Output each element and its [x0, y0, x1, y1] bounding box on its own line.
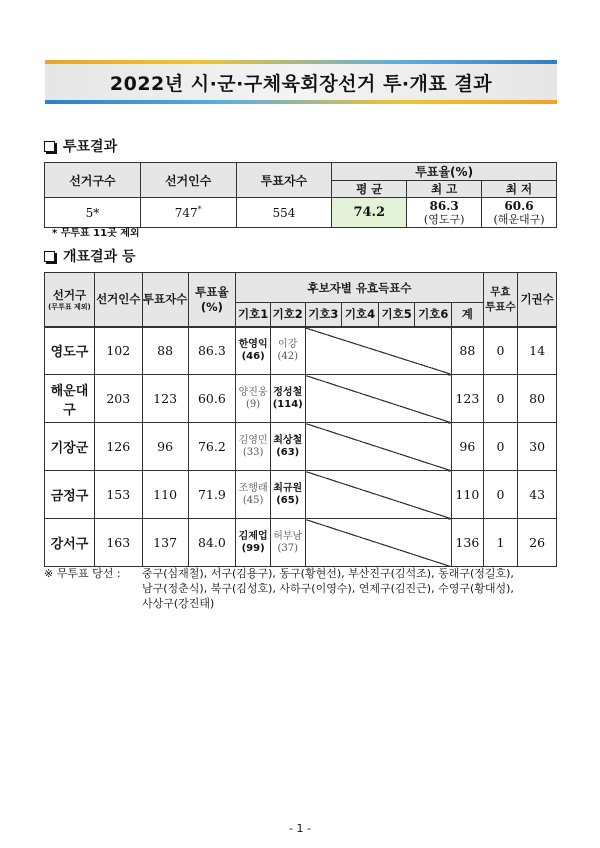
table-row [45, 375, 557, 423]
header-cand1: 기호1 [236, 303, 271, 327]
header-valid-votes: 후보자별 유효득표수 [236, 273, 483, 303]
table-row [45, 519, 557, 567]
candidate1-cell: 조행래 (45) [236, 471, 271, 519]
table-row [45, 423, 557, 471]
abstain-cell: 30 [518, 423, 557, 471]
header-highest: 최 고 [407, 181, 482, 198]
voters-cell: 123 [142, 375, 188, 423]
header-turnout: 투표율(%) [332, 163, 557, 181]
voters-cell: 110 [142, 471, 188, 519]
turnout-cell: 71.9 [188, 471, 236, 519]
value-lowest: 60.6 (해운대구) [482, 198, 557, 228]
page-title: 2022년 시·군·구체육회장선거 투·개표 결과 [109, 72, 493, 95]
district-name: 영도구 [45, 327, 95, 375]
uncontested-line: 남구(정춘식), 북구(김성호), 사하구(이영수), 연제구(김진근), 수영구(황대성), [142, 581, 514, 595]
invalid-cell: 0 [483, 327, 518, 375]
turnout-cell: 86.3 [188, 327, 236, 375]
empty-candidates-cell [305, 471, 452, 519]
header-districts: 선거구수 [45, 163, 141, 198]
header-invalid: 무효 투표수 [483, 273, 518, 327]
value-voters: 554 [236, 198, 332, 228]
checkbox-square-icon [44, 251, 55, 262]
district-name: 강서구 [45, 519, 95, 567]
candidate2-cell: 정성철 (114) [270, 375, 305, 423]
header-district: 선거구 (무투표 제외) [45, 273, 95, 327]
invalid-cell: 0 [483, 375, 518, 423]
candidate1-cell: 김영민 (33) [236, 423, 271, 471]
total-cell: 88 [452, 327, 484, 375]
value-average: 74.2 [332, 198, 407, 228]
empty-candidates-cell [305, 423, 452, 471]
header-abstain: 기권수 [518, 273, 557, 327]
count-results-table [44, 272, 557, 567]
uncontested-note [44, 567, 564, 612]
total-cell: 96 [452, 423, 484, 471]
turnout-summary-table [44, 162, 557, 228]
section2-heading: 개표결과 등 [44, 246, 136, 266]
abstain-cell: 43 [518, 471, 557, 519]
value-districts: 5* [45, 198, 141, 228]
uncontested-label: ※ 무투표 당선 : [44, 567, 121, 580]
header-electors: 선거인수 [94, 273, 142, 327]
header-lowest: 최 저 [482, 181, 557, 198]
voters-cell: 137 [142, 519, 188, 567]
page-number: - 1 - [289, 822, 311, 835]
header-cand5: 기호5 [378, 303, 415, 327]
abstain-cell: 80 [518, 375, 557, 423]
uncontested-line: 중구(심재철), 서구(김용구), 동구(황현선), 부산진구(김석조), 동래구(정길호), [142, 567, 514, 580]
voters-cell: 96 [142, 423, 188, 471]
header-voters: 투표자수 [142, 273, 188, 327]
total-cell: 136 [452, 519, 484, 567]
district-name: 해운대구 [45, 375, 95, 423]
empty-candidates-cell [305, 327, 452, 375]
candidate1-cell: 양진웅 (9) [236, 375, 271, 423]
turnout-cell: 60.6 [188, 375, 236, 423]
voters-cell: 88 [142, 327, 188, 375]
abstain-cell: 26 [518, 519, 557, 567]
uncontested-line: 사상구(강진태) [142, 596, 215, 610]
candidate2-cell: 이강 (42) [270, 327, 305, 375]
candidate1-cell: 김제업 (99) [236, 519, 271, 567]
electors-cell: 163 [94, 519, 142, 567]
title-box [45, 64, 557, 100]
header-electors: 선거인수 [140, 163, 236, 198]
value-electors: 747* [140, 198, 236, 228]
electors-cell: 102 [94, 327, 142, 375]
header-cand2: 기호2 [270, 303, 305, 327]
value-highest: 86.3 (영도구) [407, 198, 482, 228]
header-voters: 투표자수 [236, 163, 332, 198]
turnout-cell: 76.2 [188, 423, 236, 471]
electors-cell: 203 [94, 375, 142, 423]
abstain-cell: 14 [518, 327, 557, 375]
total-cell: 123 [452, 375, 484, 423]
empty-candidates-cell [305, 519, 452, 567]
candidate2-cell: 허부남 (37) [270, 519, 305, 567]
turnout-cell: 84.0 [188, 519, 236, 567]
district-name: 금정구 [45, 471, 95, 519]
title-bar-bottom [45, 100, 557, 104]
checkbox-square-icon [44, 141, 55, 152]
electors-cell: 126 [94, 423, 142, 471]
header-cand6: 기호6 [415, 303, 452, 327]
invalid-cell: 0 [483, 471, 518, 519]
header-average: 평 균 [332, 181, 407, 198]
header-turnout: 투표율(%) [188, 273, 236, 327]
empty-candidates-cell [305, 375, 452, 423]
header-total: 계 [452, 303, 484, 327]
electors-cell: 153 [94, 471, 142, 519]
candidate2-cell: 최상철 (63) [270, 423, 305, 471]
header-cand3: 기호3 [305, 303, 342, 327]
candidate2-cell: 최규원 (65) [270, 471, 305, 519]
invalid-cell: 1 [483, 519, 518, 567]
section1-heading: 투표결과 [44, 136, 117, 156]
table-row [45, 327, 557, 375]
candidate1-cell: 한영익 (46) [236, 327, 271, 375]
invalid-cell: 0 [483, 423, 518, 471]
total-cell: 110 [452, 471, 484, 519]
district-name: 기장군 [45, 423, 95, 471]
header-cand4: 기호4 [342, 303, 379, 327]
table-row [45, 471, 557, 519]
section1-footnote: * 무투표 11곳 제외 [52, 228, 140, 239]
